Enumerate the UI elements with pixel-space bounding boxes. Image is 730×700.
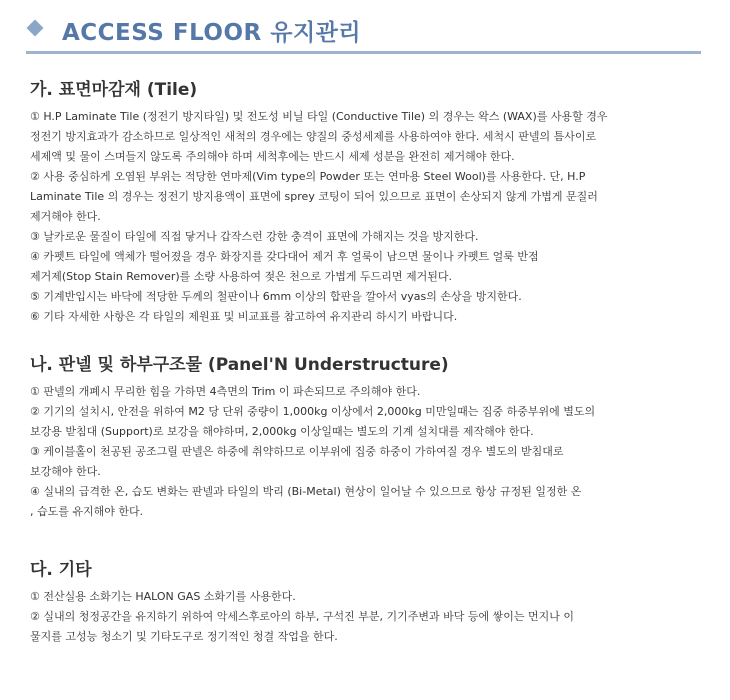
text-line: ① 전산실용 소화기는 HALON GAS 소화기를 사용한다. (30, 590, 296, 603)
text-line: ① H.P Laminate Tile (정전기 방지타일) 및 전도성 비닐 타일 (Conductive Tile) 의 경우는 왁스 (WAX)를 사용할 경우 (30, 110, 608, 123)
text-line: ⑥ 기타 자세한 사항은 각 타일의 제원표 및 비교표를 참고하여 유지관리 하시기 바랍니다. (30, 310, 458, 323)
text-line: ② 사용 중심하게 오염된 부위는 적당한 연마제(Vim type의 Powder 또는 연마용 Steel Wool)를 사용한다. 단, H.P (30, 170, 586, 183)
section-other (30, 555, 695, 647)
text-line: 제거제(Stop Stain Remover)를 소량 사용하여 젖은 천으로 가볍게 두드리면 제거된다. (30, 270, 453, 283)
text-line: ② 기기의 설치시, 안전을 위하여 M2 당 단위 중량이 1,000kg 이상에서 2,000kg 미만일때는 집중 하중부위에 별도의 (30, 405, 596, 418)
text-line: 물지를 고성능 청소기 및 기타도구로 정기적인 청결 작업을 한다. (30, 630, 338, 643)
section-heading: 다. 기타 (30, 560, 92, 580)
text-line: ③ 케이블홀이 천공된 공조그릴 판넬은 하중에 취약하므로 이부위에 집중 하중이 가하여질 경우 별도의 받침대로 (30, 445, 564, 458)
diamond-bullet-icon (27, 20, 44, 37)
text-line: ⑤ 기계반입시는 바닥에 적당한 두께의 철판이나 6mm 이상의 합판을 깔아서 vyas의 손상을 방지한다. (30, 290, 522, 303)
text-line: 세제액 및 물이 스며들지 않도록 주의해야 하며 세척후에는 반드시 세제 성분을 완전히 제거해야 한다. (30, 150, 515, 163)
text-line: Laminate Tile 의 경우는 정전기 방지용액이 표면에 sprey 코팅이 되어 있으므로 표면이 손상되지 않게 가볍게 문질러 (30, 190, 598, 203)
header-divider (26, 51, 701, 54)
text-line: 제거해야 한다. (30, 210, 101, 223)
page-title: ACCESS FLOOR 유지관리 (62, 20, 362, 46)
text-line: ① 판넬의 개폐시 무리한 힘을 가하면 4측면의 Trim 이 파손되므로 주의해야 한다. (30, 385, 421, 398)
text-line: , 습도를 유지해야 한다. (30, 505, 144, 518)
text-line: ④ 실내의 급격한 온, 습도 변화는 판넬과 타일의 박리 (Bi-Metal) 현상이 일어날 수 있으므로 항상 규정된 일정한 온 (30, 485, 582, 498)
text-line: 보강용 받침대 (Support)로 보강을 해야하며, 2,000kg 이상일때는 별도의 기계 설치대를 제작해야 한다. (30, 425, 534, 438)
section-panel (30, 350, 695, 522)
text-line: ③ 날카로운 물질이 타일에 직접 닿거나 갑작스런 강한 충격이 표면에 가해지는 것을 방지한다. (30, 230, 479, 243)
page-header (26, 10, 701, 50)
section-tile (30, 75, 695, 327)
section-heading: 가. 표면마감재 (Tile) (30, 80, 198, 100)
section-heading: 나. 판넬 및 하부구조물 (Panel'N Understructure) (30, 355, 449, 375)
text-line: 정전기 방지효과가 감소하므로 일상적인 새척의 경우에는 양질의 중성세제를 사용하여야 한다. 세척시 판넬의 틈사이로 (30, 130, 597, 143)
text-line: ② 실내의 청정공간을 유지하기 위하여 악세스후로아의 하부, 구석진 부분, 기기주변과 바닥 등에 쌓이는 먼지나 이 (30, 610, 574, 623)
text-line: 보강해야 한다. (30, 465, 101, 478)
text-line: ④ 카펫트 타일에 액체가 떨어졌을 경우 화장지를 갖다대어 제거 후 얼룩이 남으면 물이나 카펫트 얼룩 반점 (30, 250, 539, 263)
